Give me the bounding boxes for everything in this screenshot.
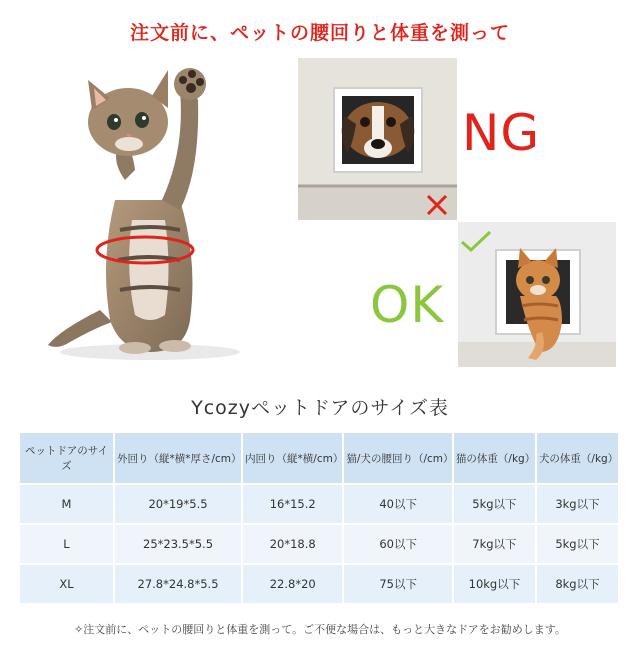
- table-cell: 20*18.8: [243, 525, 342, 563]
- table-cell: 16*15.2: [243, 485, 342, 523]
- footnote: ✧注文前に、ペットの腰回りと体重を測って。ご不便な場合は、もっと大きなドアをお勧めします。: [74, 623, 566, 636]
- size-table-title: Ycozyペットドアのサイズ表: [191, 397, 449, 419]
- headline: 注文前に、ペットの腰回りと体重を測って: [129, 22, 510, 44]
- table-cell: XL: [20, 565, 113, 603]
- table-cell: 8kg以下: [537, 565, 618, 603]
- table-cell: L: [20, 525, 113, 563]
- table-cell: 3kg以下: [537, 485, 618, 523]
- table-header: 猫の体重（/kg）: [454, 433, 535, 483]
- table-cell: 10kg以下: [454, 565, 535, 603]
- kitten-photo: [40, 60, 255, 365]
- table-header: 猫/犬の腰回り（/cm）: [344, 433, 451, 483]
- table-cell: 20*19*5.5: [115, 485, 241, 523]
- table-cell: 27.8*24.8*5.5: [115, 565, 241, 603]
- table-cell: 25*23.5*5.5: [115, 525, 241, 563]
- table-row: [20, 525, 618, 563]
- table-cell: 5kg以下: [454, 485, 535, 523]
- ok-label: OK: [370, 276, 445, 334]
- table-row: [20, 565, 618, 603]
- table-cell: 75以下: [344, 565, 451, 603]
- table-header: 外回り（縦*横*厚さ/cm）: [115, 433, 241, 483]
- size-table: [18, 431, 620, 605]
- table-cell: 60以下: [344, 525, 451, 563]
- table-row: [20, 485, 618, 523]
- table-header: ペットドアのサイズ: [20, 433, 113, 483]
- table-cell: 22.8*20: [243, 565, 342, 603]
- table-header: 内回り（縦*横/cm）: [243, 433, 342, 483]
- table-cell: 7kg以下: [454, 525, 535, 563]
- table-cell: M: [20, 485, 113, 523]
- ng-label: NG: [462, 104, 541, 162]
- table-cell: 5kg以下: [537, 525, 618, 563]
- table-header-row: [20, 433, 618, 483]
- table-header: 犬の体重（/kg）: [537, 433, 618, 483]
- ng-cross-icon: [425, 193, 449, 217]
- table-cell: 40以下: [344, 485, 451, 523]
- ok-check-icon: [458, 228, 494, 254]
